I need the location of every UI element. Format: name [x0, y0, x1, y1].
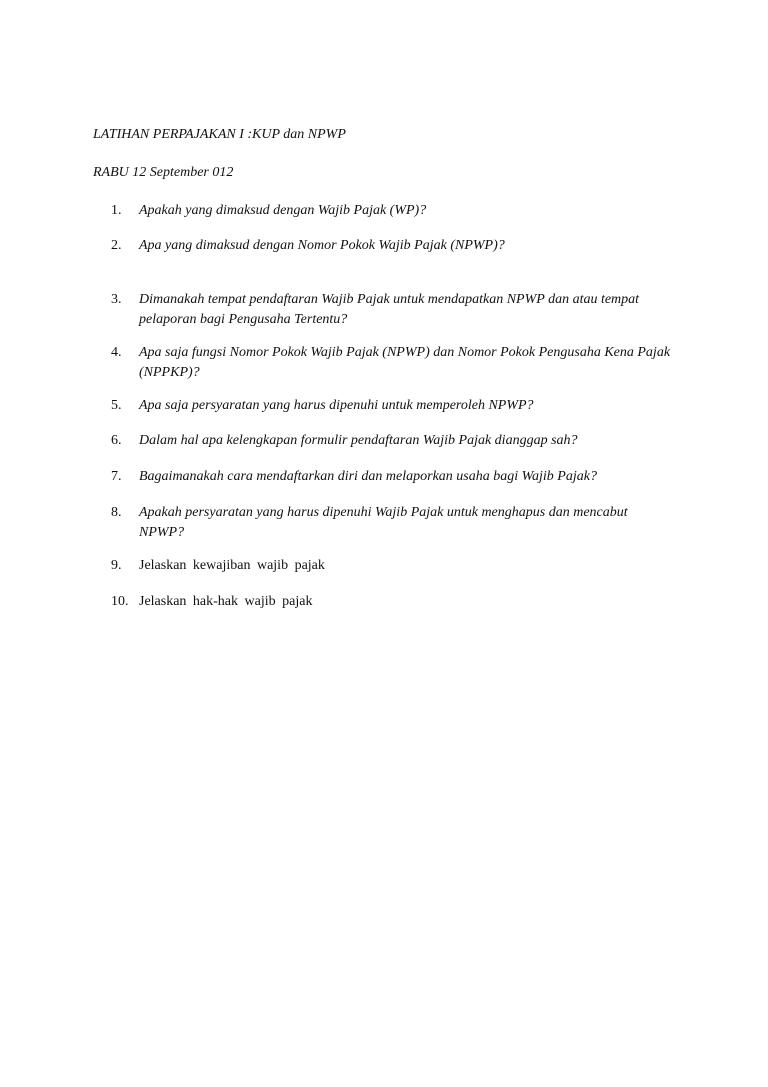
question-text: Apakah yang dimaksud dengan Wajib Pajak (WP)? — [139, 203, 427, 218]
question-text: Bagaimanakah cara mendaftarkan diri dan melaporkan usaha bagi Wajib Pajak? — [139, 469, 597, 484]
question-text: Jelaskan kewajiban wajib pajak — [139, 558, 325, 573]
question-number: 3. — [111, 292, 122, 307]
question-number: 1. — [111, 203, 122, 218]
question-number: 10. — [111, 594, 129, 609]
question-text: Dimanakah tempat pendaftaran Wajib Pajak untuk mendapatkan NPWP dan atau tempat pelaporan bagi Pengusaha Tertentu? — [139, 292, 640, 327]
question-number: 5. — [111, 398, 122, 413]
question-number: 9. — [111, 558, 122, 573]
document-title: LATIHAN PERPAJAKAN I :KUP dan NPWP — [93, 127, 346, 142]
question-number: 7. — [111, 469, 122, 484]
question-number: 6. — [111, 433, 122, 448]
document-date: RABU 12 September 012 — [93, 165, 234, 180]
question-item — [111, 343, 671, 383]
question-text: Apa saja fungsi Nomor Pokok Wajib Pajak (NPWP) dan Nomor Pokok Pengusaha Kena Pajak (NPPKP)? — [139, 345, 671, 380]
question-item — [111, 503, 671, 543]
question-item — [111, 431, 671, 451]
question-text: Apa yang dimaksud dengan Nomor Pokok Wajib Pajak (NPWP)? — [139, 238, 505, 253]
question-item — [111, 592, 671, 612]
question-text: Jelaskan hak-hak wajib pajak — [139, 594, 313, 609]
question-text: Apakah persyaratan yang harus dipenuhi Wajib Pajak untuk menghapus dan mencabut NPWP? — [139, 505, 628, 540]
question-text: Apa saja persyaratan yang harus dipenuhi untuk memperoleh NPWP? — [139, 398, 534, 413]
question-item — [111, 556, 671, 576]
question-item — [111, 201, 671, 221]
question-item — [111, 290, 671, 330]
question-item — [111, 467, 671, 487]
question-item — [111, 236, 671, 256]
question-number: 2. — [111, 238, 122, 253]
question-number: 8. — [111, 505, 122, 520]
question-item — [111, 396, 671, 416]
question-number: 4. — [111, 345, 122, 360]
question-text: Dalam hal apa kelengkapan formulir pendaftaran Wajib Pajak dianggap sah? — [139, 433, 578, 448]
